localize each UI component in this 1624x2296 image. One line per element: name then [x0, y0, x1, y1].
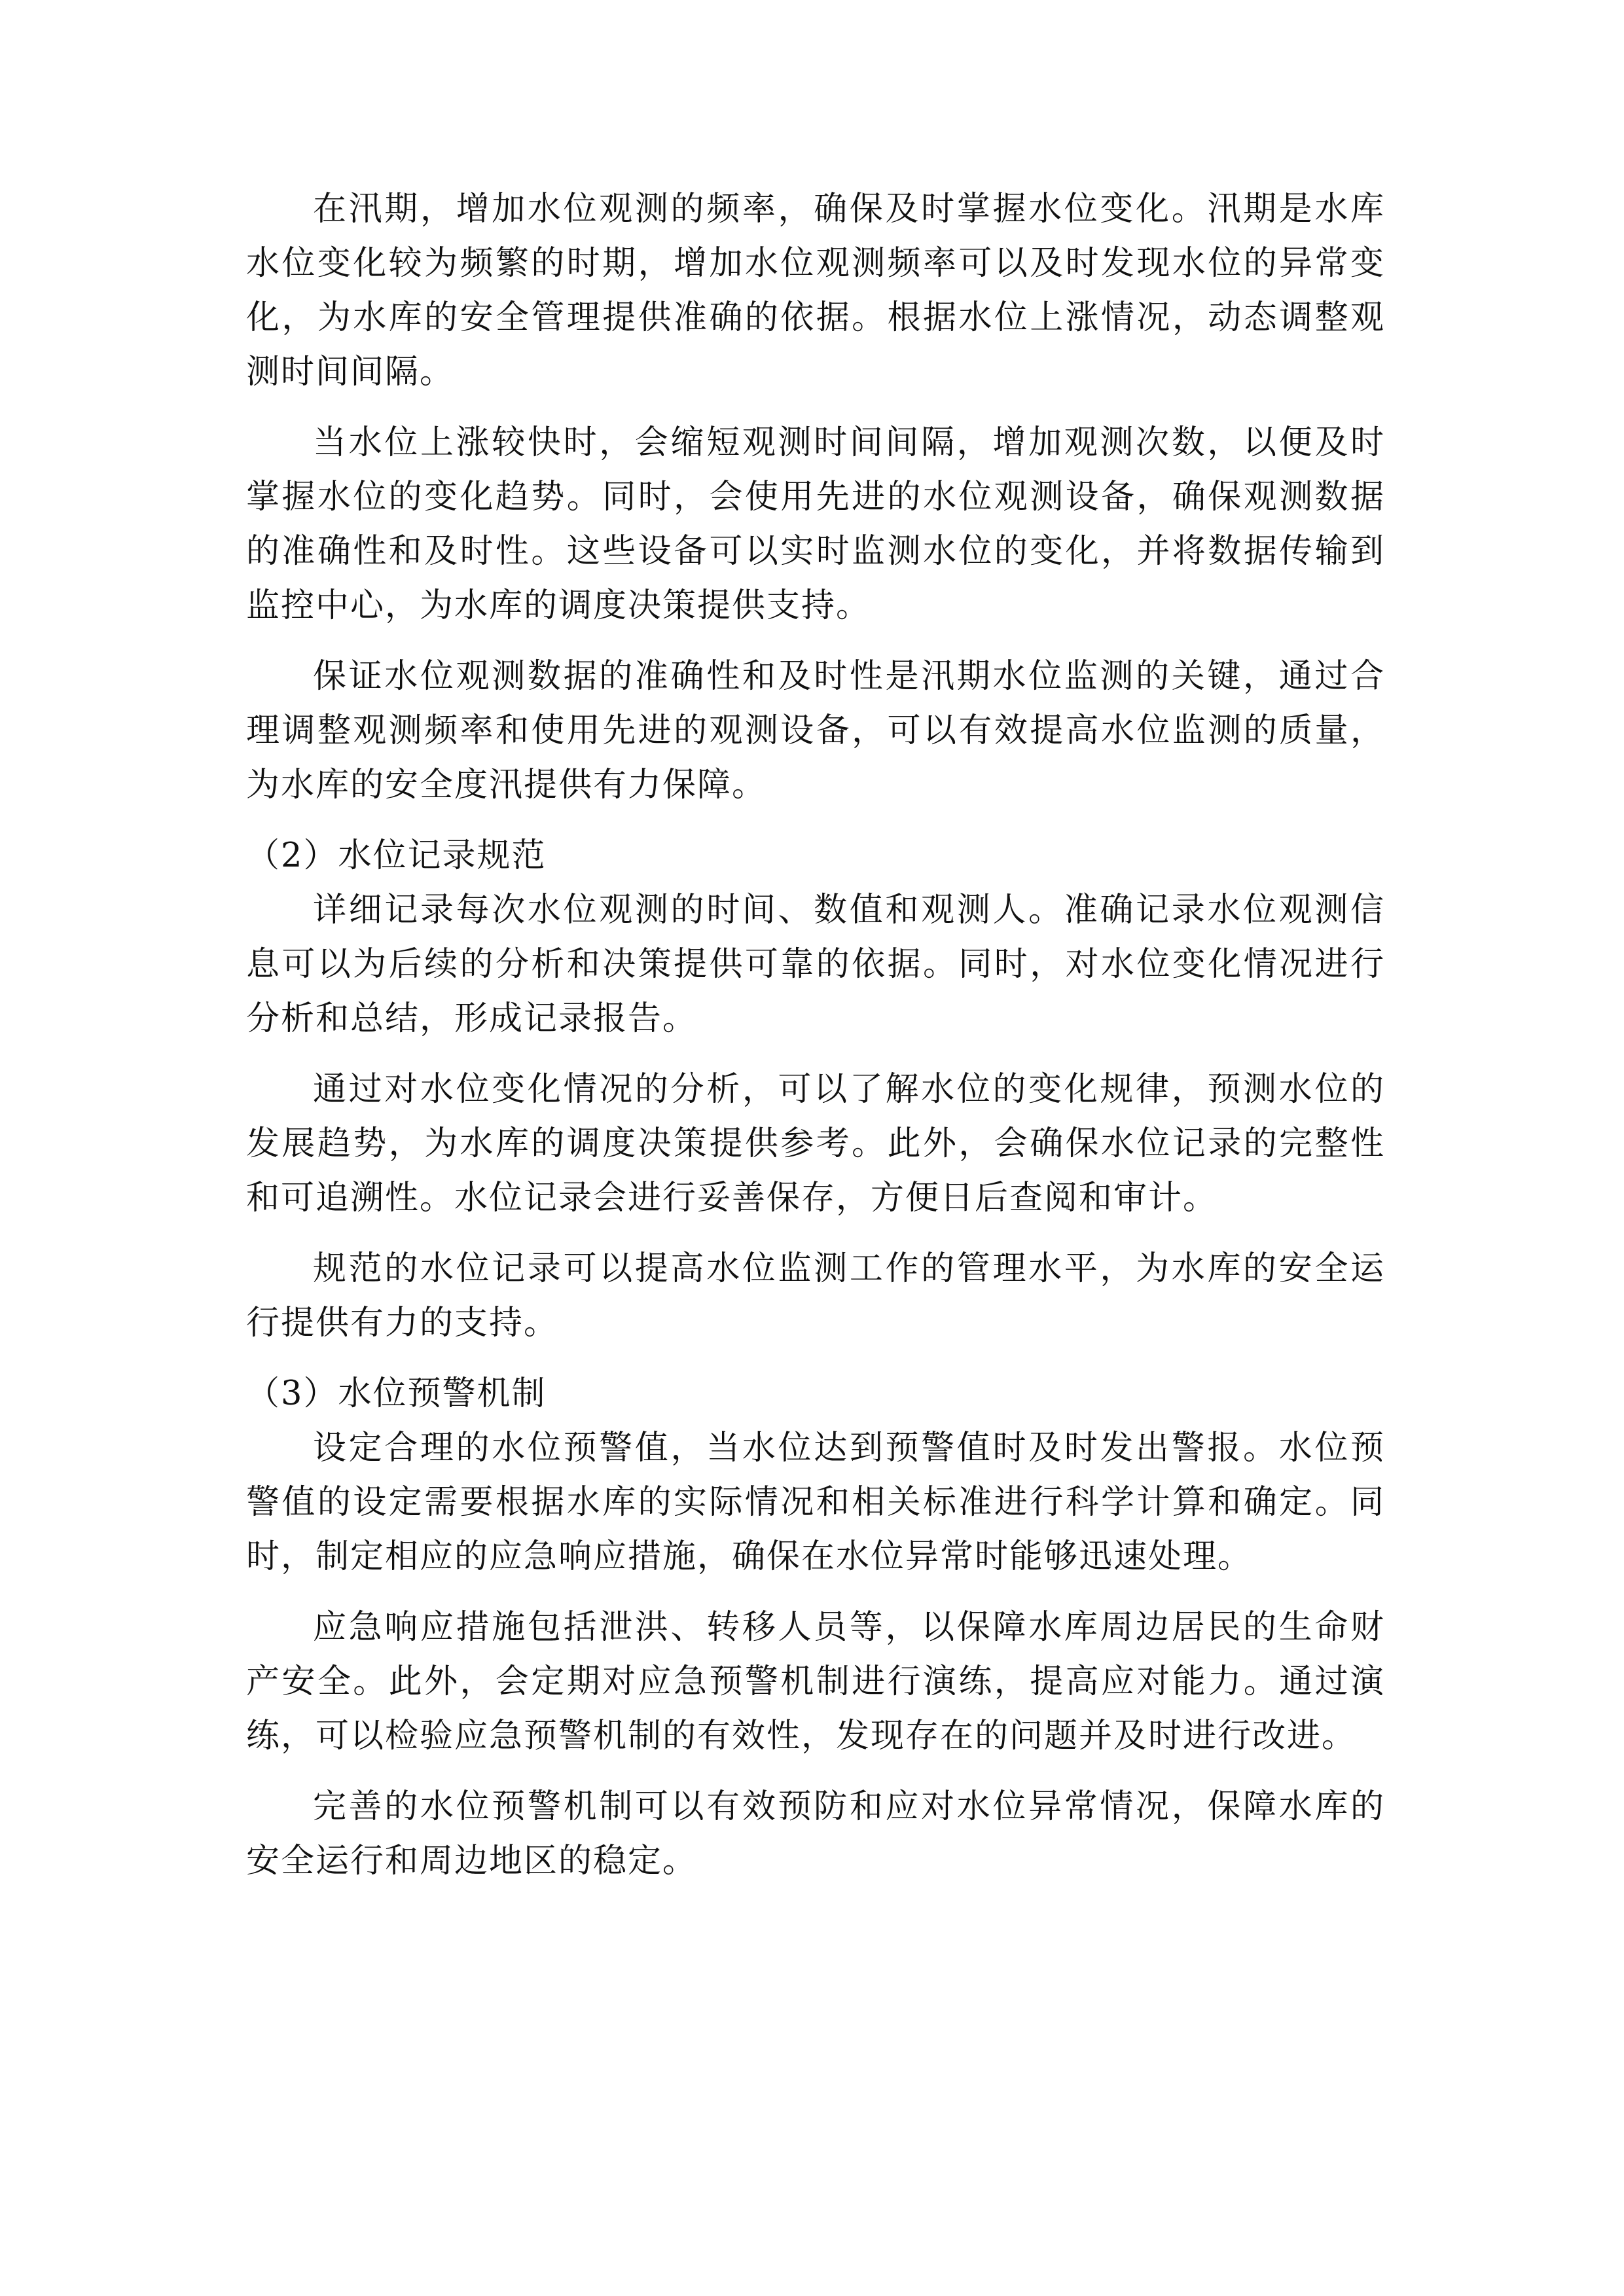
paragraph-flood-frequency: 在汛期，增加水位观测的频率，确保及时掌握水位变化。汛期是水库水位变化较为频繁的时期，增加水位观测频率可以及时发现水位的异常变化，为水库的安全管理提供准确的依据。根据水位上涨情况，动态调整观测时间间隔。: [246, 190, 1385, 391]
document-body: [246, 182, 1385, 1905]
paragraph-emergency-response: 应急响应措施包括泄洪、转移人员等，以保障水库周边居民的生命财产安全。此外，会定期对应急预警机制进行演练，提高应对能力。通过演练，可以检验应急预警机制的有效性，发现存在的问题并及时进行改进。: [246, 1608, 1385, 1755]
paragraph-record-analysis: 通过对水位变化情况的分析，可以了解水位的变化规律，预测水位的发展趋势，为水库的调度决策提供参考。此外，会确保水位记录的完整性和可追溯性。水位记录会进行妥善保存，方便日后查阅和审计。: [246, 1070, 1385, 1217]
section-heading-warning: （3）水位预警机制: [246, 1374, 547, 1413]
section-heading-recording: （2）水位记录规范: [246, 836, 547, 875]
paragraph-record-details: 详细记录每次水位观测的时间、数值和观测人。准确记录水位观测信息可以为后续的分析和决策提供可靠的依据。同时，对水位变化情况进行分析和总结，形成记录报告。: [246, 891, 1385, 1038]
paragraph-warning-threshold: 设定合理的水位预警值，当水位达到预警值时及时发出警报。水位预警值的设定需要根据水库的实际情况和相关标准进行科学计算和确定。同时，制定相应的应急响应措施，确保在水位异常时能够迅速处理。: [246, 1429, 1385, 1576]
paragraph-record-standards: 规范的水位记录可以提高水位监测工作的管理水平，为水库的安全运行提供有力的支持。: [246, 1249, 1385, 1342]
paragraph-warning-summary: 完善的水位预警机制可以有效预防和应对水位异常情况，保障水库的安全运行和周边地区的稳定。: [246, 1787, 1385, 1880]
paragraph-data-accuracy: 保证水位观测数据的准确性和及时性是汛期水位监测的关键，通过合理调整观测频率和使用先进的观测设备，可以有效提高水位监测的质量，为水库的安全度汛提供有力保障。: [246, 657, 1385, 804]
paragraph-rising-water: 当水位上涨较快时，会缩短观测时间间隔，增加观测次数，以便及时掌握水位的变化趋势。同时，会使用先进的水位观测设备，确保观测数据的准确性和及时性。这些设备可以实时监测水位的变化，并将数据传输到监控中心，为水库的调度决策提供支持。: [246, 423, 1385, 625]
